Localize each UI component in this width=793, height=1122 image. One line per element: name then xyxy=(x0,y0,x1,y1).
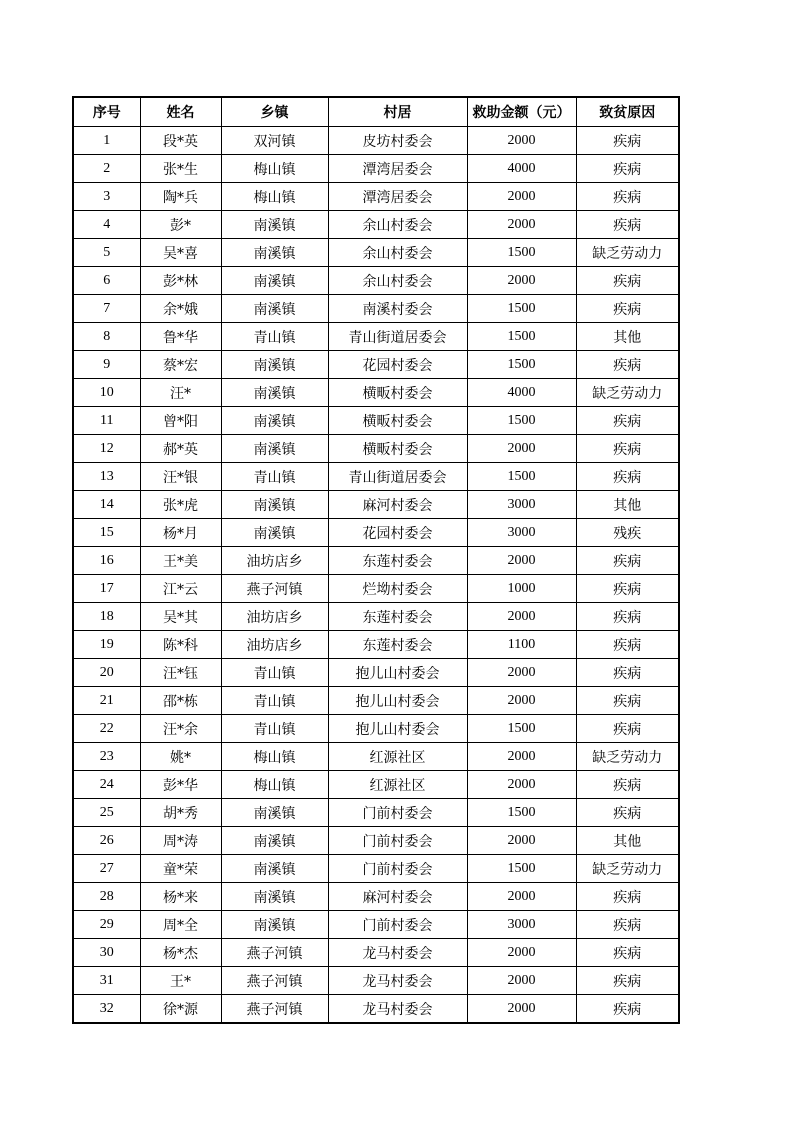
cell-amount: 1000 xyxy=(467,575,576,603)
cell-village: 抱儿山村委会 xyxy=(328,715,467,743)
cell-township: 南溪镇 xyxy=(221,295,328,323)
cell-village: 青山街道居委会 xyxy=(328,463,467,491)
cell-village: 皮坊村委会 xyxy=(328,127,467,155)
cell-township: 南溪镇 xyxy=(221,883,328,911)
cell-village: 余山村委会 xyxy=(328,239,467,267)
cell-name: 汪*余 xyxy=(140,715,221,743)
header-reason: 致贫原因 xyxy=(576,97,679,127)
cell-village: 门前村委会 xyxy=(328,799,467,827)
cell-index: 13 xyxy=(73,463,140,491)
cell-township: 梅山镇 xyxy=(221,771,328,799)
cell-amount: 1500 xyxy=(467,715,576,743)
cell-reason: 疾病 xyxy=(576,631,679,659)
cell-index: 14 xyxy=(73,491,140,519)
cell-amount: 1500 xyxy=(467,463,576,491)
table-row xyxy=(73,435,679,463)
cell-amount: 2000 xyxy=(467,211,576,239)
cell-amount: 3000 xyxy=(467,911,576,939)
cell-township: 南溪镇 xyxy=(221,799,328,827)
table-row xyxy=(73,183,679,211)
table-row xyxy=(73,547,679,575)
cell-reason: 疾病 xyxy=(576,939,679,967)
cell-township: 南溪镇 xyxy=(221,855,328,883)
cell-township: 青山镇 xyxy=(221,715,328,743)
cell-amount: 2000 xyxy=(467,771,576,799)
cell-index: 32 xyxy=(73,995,140,1024)
cell-name: 郝*英 xyxy=(140,435,221,463)
cell-name: 曾*阳 xyxy=(140,407,221,435)
cell-village: 青山街道居委会 xyxy=(328,323,467,351)
cell-village: 龙马村委会 xyxy=(328,939,467,967)
cell-village: 麻河村委会 xyxy=(328,883,467,911)
cell-reason: 其他 xyxy=(576,323,679,351)
cell-index: 11 xyxy=(73,407,140,435)
cell-name: 汪*钰 xyxy=(140,659,221,687)
table-row xyxy=(73,351,679,379)
cell-reason: 疾病 xyxy=(576,267,679,295)
cell-name: 杨*来 xyxy=(140,883,221,911)
cell-reason: 疾病 xyxy=(576,547,679,575)
header-name: 姓名 xyxy=(140,97,221,127)
cell-name: 汪*银 xyxy=(140,463,221,491)
cell-index: 19 xyxy=(73,631,140,659)
table-row xyxy=(73,771,679,799)
cell-reason: 疾病 xyxy=(576,883,679,911)
cell-reason: 疾病 xyxy=(576,183,679,211)
cell-reason: 疾病 xyxy=(576,687,679,715)
cell-index: 25 xyxy=(73,799,140,827)
cell-village: 门前村委会 xyxy=(328,827,467,855)
cell-index: 7 xyxy=(73,295,140,323)
cell-township: 梅山镇 xyxy=(221,183,328,211)
cell-name: 陶*兵 xyxy=(140,183,221,211)
cell-reason: 疾病 xyxy=(576,771,679,799)
cell-reason: 其他 xyxy=(576,491,679,519)
cell-index: 29 xyxy=(73,911,140,939)
cell-amount: 2000 xyxy=(467,267,576,295)
cell-village: 红源社区 xyxy=(328,771,467,799)
table-row xyxy=(73,575,679,603)
cell-village: 余山村委会 xyxy=(328,211,467,239)
cell-reason: 疾病 xyxy=(576,463,679,491)
cell-name: 吴*喜 xyxy=(140,239,221,267)
cell-reason: 疾病 xyxy=(576,967,679,995)
table-row xyxy=(73,463,679,491)
table-row xyxy=(73,911,679,939)
cell-township: 油坊店乡 xyxy=(221,547,328,575)
table-row xyxy=(73,687,679,715)
cell-name: 胡*秀 xyxy=(140,799,221,827)
cell-township: 燕子河镇 xyxy=(221,967,328,995)
cell-name: 周*全 xyxy=(140,911,221,939)
cell-reason: 疾病 xyxy=(576,155,679,183)
table-row xyxy=(73,743,679,771)
cell-amount: 2000 xyxy=(467,827,576,855)
cell-amount: 2000 xyxy=(467,967,576,995)
cell-index: 2 xyxy=(73,155,140,183)
cell-name: 彭*华 xyxy=(140,771,221,799)
cell-index: 18 xyxy=(73,603,140,631)
cell-village: 横畈村委会 xyxy=(328,435,467,463)
cell-amount: 2000 xyxy=(467,435,576,463)
cell-amount: 2000 xyxy=(467,183,576,211)
cell-amount: 4000 xyxy=(467,379,576,407)
cell-reason: 疾病 xyxy=(576,659,679,687)
cell-township: 南溪镇 xyxy=(221,827,328,855)
cell-reason: 缺乏劳动力 xyxy=(576,239,679,267)
cell-amount: 3000 xyxy=(467,519,576,547)
cell-amount: 1500 xyxy=(467,351,576,379)
table-row xyxy=(73,659,679,687)
cell-amount: 1500 xyxy=(467,855,576,883)
cell-name: 周*涛 xyxy=(140,827,221,855)
cell-index: 23 xyxy=(73,743,140,771)
table-row xyxy=(73,267,679,295)
cell-reason: 疾病 xyxy=(576,127,679,155)
cell-index: 17 xyxy=(73,575,140,603)
cell-amount: 1500 xyxy=(467,295,576,323)
cell-township: 南溪镇 xyxy=(221,239,328,267)
cell-index: 21 xyxy=(73,687,140,715)
cell-reason: 缺乏劳动力 xyxy=(576,855,679,883)
table-row xyxy=(73,295,679,323)
cell-index: 27 xyxy=(73,855,140,883)
cell-township: 南溪镇 xyxy=(221,379,328,407)
cell-amount: 2000 xyxy=(467,939,576,967)
cell-reason: 疾病 xyxy=(576,995,679,1024)
table-row xyxy=(73,211,679,239)
table-row xyxy=(73,939,679,967)
cell-township: 双河镇 xyxy=(221,127,328,155)
cell-township: 青山镇 xyxy=(221,463,328,491)
cell-village: 潭湾居委会 xyxy=(328,155,467,183)
cell-index: 28 xyxy=(73,883,140,911)
cell-township: 燕子河镇 xyxy=(221,995,328,1024)
cell-village: 龙马村委会 xyxy=(328,967,467,995)
cell-village: 门前村委会 xyxy=(328,911,467,939)
cell-reason: 疾病 xyxy=(576,435,679,463)
cell-village: 花园村委会 xyxy=(328,519,467,547)
cell-reason: 其他 xyxy=(576,827,679,855)
table-row xyxy=(73,603,679,631)
cell-index: 31 xyxy=(73,967,140,995)
cell-name: 汪* xyxy=(140,379,221,407)
cell-name: 童*荣 xyxy=(140,855,221,883)
cell-index: 12 xyxy=(73,435,140,463)
cell-township: 燕子河镇 xyxy=(221,575,328,603)
cell-township: 南溪镇 xyxy=(221,267,328,295)
cell-village: 余山村委会 xyxy=(328,267,467,295)
cell-index: 4 xyxy=(73,211,140,239)
cell-index: 22 xyxy=(73,715,140,743)
cell-reason: 疾病 xyxy=(576,799,679,827)
cell-index: 8 xyxy=(73,323,140,351)
cell-index: 15 xyxy=(73,519,140,547)
cell-township: 青山镇 xyxy=(221,687,328,715)
cell-name: 鲁*华 xyxy=(140,323,221,351)
cell-amount: 2000 xyxy=(467,603,576,631)
table-row xyxy=(73,967,679,995)
cell-name: 彭*林 xyxy=(140,267,221,295)
cell-reason: 疾病 xyxy=(576,211,679,239)
cell-index: 3 xyxy=(73,183,140,211)
cell-name: 杨*杰 xyxy=(140,939,221,967)
cell-index: 1 xyxy=(73,127,140,155)
header-village: 村居 xyxy=(328,97,467,127)
cell-village: 烂坳村委会 xyxy=(328,575,467,603)
cell-village: 潭湾居委会 xyxy=(328,183,467,211)
header-index: 序号 xyxy=(73,97,140,127)
cell-township: 南溪镇 xyxy=(221,351,328,379)
table-row xyxy=(73,519,679,547)
cell-amount: 2000 xyxy=(467,687,576,715)
cell-township: 青山镇 xyxy=(221,323,328,351)
cell-index: 16 xyxy=(73,547,140,575)
table-row xyxy=(73,239,679,267)
cell-township: 南溪镇 xyxy=(221,211,328,239)
cell-township: 油坊店乡 xyxy=(221,631,328,659)
table-row xyxy=(73,855,679,883)
cell-village: 南溪村委会 xyxy=(328,295,467,323)
cell-village: 东莲村委会 xyxy=(328,603,467,631)
cell-name: 徐*源 xyxy=(140,995,221,1024)
table-row xyxy=(73,379,679,407)
cell-township: 梅山镇 xyxy=(221,743,328,771)
cell-village: 龙马村委会 xyxy=(328,995,467,1024)
cell-township: 油坊店乡 xyxy=(221,603,328,631)
table-row xyxy=(73,827,679,855)
table-row xyxy=(73,715,679,743)
cell-reason: 疾病 xyxy=(576,911,679,939)
cell-village: 抱儿山村委会 xyxy=(328,659,467,687)
cell-village: 横畈村委会 xyxy=(328,379,467,407)
table-row xyxy=(73,155,679,183)
cell-amount: 2000 xyxy=(467,659,576,687)
table-row xyxy=(73,127,679,155)
cell-amount: 1100 xyxy=(467,631,576,659)
cell-reason: 缺乏劳动力 xyxy=(576,379,679,407)
cell-reason: 残疾 xyxy=(576,519,679,547)
cell-name: 姚* xyxy=(140,743,221,771)
cell-name: 邵*栋 xyxy=(140,687,221,715)
cell-village: 横畈村委会 xyxy=(328,407,467,435)
relief-table xyxy=(72,96,680,1024)
cell-township: 南溪镇 xyxy=(221,435,328,463)
cell-amount: 2000 xyxy=(467,883,576,911)
cell-amount: 1500 xyxy=(467,799,576,827)
cell-village: 红源社区 xyxy=(328,743,467,771)
cell-name: 王*美 xyxy=(140,547,221,575)
cell-index: 24 xyxy=(73,771,140,799)
cell-village: 东莲村委会 xyxy=(328,547,467,575)
cell-name: 吴*其 xyxy=(140,603,221,631)
cell-reason: 疾病 xyxy=(576,603,679,631)
header-row xyxy=(73,97,679,127)
cell-township: 梅山镇 xyxy=(221,155,328,183)
cell-index: 10 xyxy=(73,379,140,407)
cell-index: 20 xyxy=(73,659,140,687)
cell-reason: 缺乏劳动力 xyxy=(576,743,679,771)
cell-village: 麻河村委会 xyxy=(328,491,467,519)
table-row xyxy=(73,883,679,911)
cell-township: 青山镇 xyxy=(221,659,328,687)
cell-village: 东莲村委会 xyxy=(328,631,467,659)
cell-index: 30 xyxy=(73,939,140,967)
cell-index: 26 xyxy=(73,827,140,855)
cell-reason: 疾病 xyxy=(576,715,679,743)
table-row xyxy=(73,631,679,659)
cell-township: 南溪镇 xyxy=(221,491,328,519)
cell-amount: 1500 xyxy=(467,323,576,351)
cell-township: 燕子河镇 xyxy=(221,939,328,967)
cell-reason: 疾病 xyxy=(576,295,679,323)
cell-township: 南溪镇 xyxy=(221,519,328,547)
cell-index: 5 xyxy=(73,239,140,267)
cell-amount: 3000 xyxy=(467,491,576,519)
cell-village: 抱儿山村委会 xyxy=(328,687,467,715)
cell-name: 张*虎 xyxy=(140,491,221,519)
cell-township: 南溪镇 xyxy=(221,407,328,435)
table-row xyxy=(73,407,679,435)
cell-name: 陈*科 xyxy=(140,631,221,659)
table-row xyxy=(73,491,679,519)
cell-name: 彭* xyxy=(140,211,221,239)
table-row xyxy=(73,323,679,351)
cell-village: 花园村委会 xyxy=(328,351,467,379)
cell-amount: 2000 xyxy=(467,127,576,155)
cell-reason: 疾病 xyxy=(576,351,679,379)
cell-name: 杨*月 xyxy=(140,519,221,547)
cell-amount: 1500 xyxy=(467,239,576,267)
table-row xyxy=(73,995,679,1024)
cell-name: 王* xyxy=(140,967,221,995)
cell-amount: 4000 xyxy=(467,155,576,183)
cell-village: 门前村委会 xyxy=(328,855,467,883)
table-body xyxy=(73,127,679,1024)
cell-index: 9 xyxy=(73,351,140,379)
cell-township: 南溪镇 xyxy=(221,911,328,939)
cell-amount: 2000 xyxy=(467,547,576,575)
header-township: 乡镇 xyxy=(221,97,328,127)
header-amount: 救助金额（元） xyxy=(467,97,576,127)
cell-name: 江*云 xyxy=(140,575,221,603)
cell-reason: 疾病 xyxy=(576,575,679,603)
cell-index: 6 xyxy=(73,267,140,295)
cell-amount: 2000 xyxy=(467,995,576,1024)
cell-name: 余*娥 xyxy=(140,295,221,323)
cell-amount: 2000 xyxy=(467,743,576,771)
cell-reason: 疾病 xyxy=(576,407,679,435)
cell-name: 张*生 xyxy=(140,155,221,183)
cell-name: 蔡*宏 xyxy=(140,351,221,379)
cell-amount: 1500 xyxy=(467,407,576,435)
cell-name: 段*英 xyxy=(140,127,221,155)
table-row xyxy=(73,799,679,827)
